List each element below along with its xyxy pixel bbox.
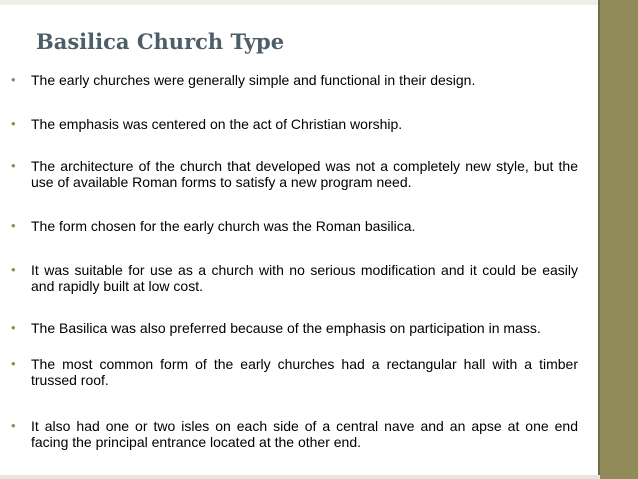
bullet-text: The architecture of the church that developed was not a completely new style, but the use of available Roman forms to satisfy a new program need. bbox=[31, 158, 578, 190]
bullet-item bbox=[11, 72, 578, 88]
bullet-icon: • bbox=[11, 262, 16, 277]
bullet-text: It also had one or two isles on each side of a central nave and an apse at one end facing the principal entrance located at the other end. bbox=[31, 418, 578, 450]
bullet-item bbox=[11, 356, 578, 388]
bullet-icon: • bbox=[11, 158, 16, 173]
bullet-text: The Basilica was also preferred because of the emphasis on participation in mass. bbox=[31, 320, 541, 336]
bullet-item bbox=[11, 158, 578, 190]
top-border bbox=[0, 0, 600, 5]
bullet-text: The emphasis was centered on the act of Christian worship. bbox=[31, 116, 403, 132]
bullet-item bbox=[11, 116, 578, 132]
sidebar-accent-bar bbox=[600, 0, 638, 479]
bullet-icon: • bbox=[11, 72, 16, 87]
bullet-item bbox=[11, 218, 578, 234]
bullet-icon: • bbox=[11, 418, 16, 433]
bottom-border bbox=[0, 475, 600, 479]
bullet-text: The form chosen for the early church was the Roman basilica. bbox=[31, 218, 416, 234]
bullet-icon: • bbox=[11, 116, 16, 131]
bullet-icon: • bbox=[11, 356, 16, 371]
bullet-item bbox=[11, 418, 578, 450]
bullet-item bbox=[11, 320, 578, 336]
slide-title: Basilica Church Type bbox=[36, 29, 285, 54]
bullet-icon: • bbox=[11, 218, 16, 233]
bullet-icon: • bbox=[11, 320, 16, 335]
bullet-text: The most common form of the early churches had a rectangular hall with a timber trussed roof. bbox=[31, 356, 578, 388]
bullet-text: It was suitable for use as a church with no serious modification and it could be easily and rapidly built at low cost. bbox=[31, 262, 578, 294]
bullet-item bbox=[11, 262, 578, 294]
bullet-text: The early churches were generally simple and functional in their design. bbox=[31, 72, 476, 88]
